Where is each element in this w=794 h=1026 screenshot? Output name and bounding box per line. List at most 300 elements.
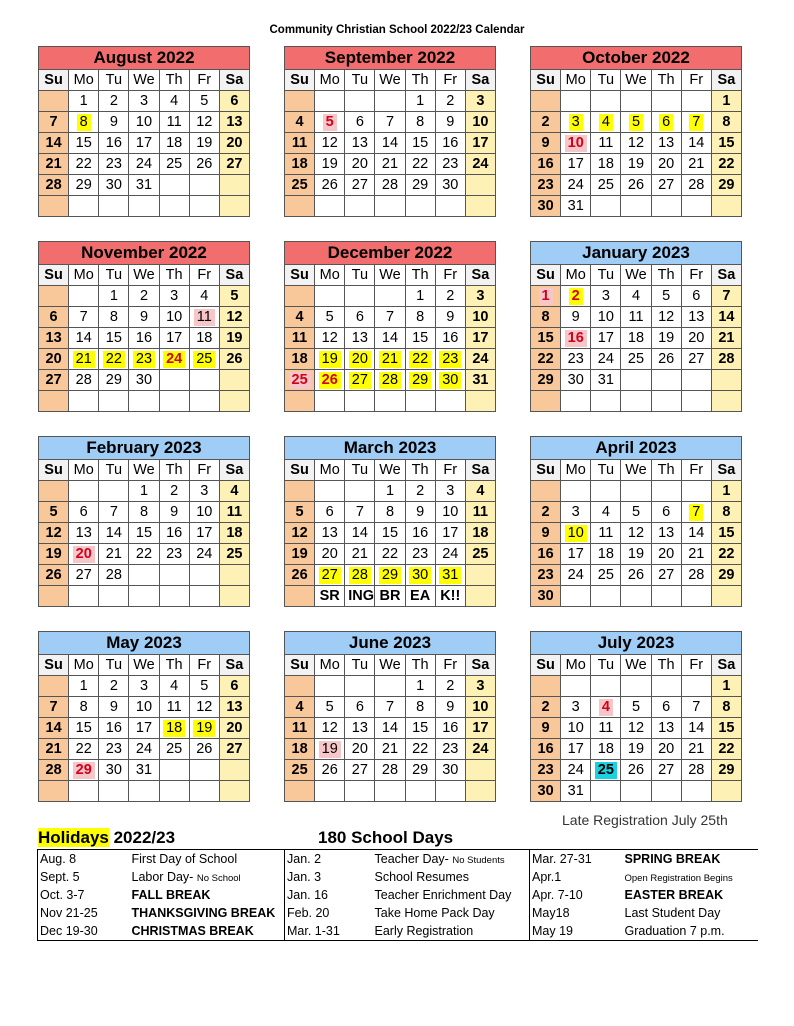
day-number: 6 [662, 699, 671, 715]
day-cell [159, 544, 189, 565]
holiday-event [373, 922, 530, 941]
day-cell [69, 349, 99, 370]
weekday-header: Fr [189, 70, 219, 91]
day-number: 29 [412, 762, 429, 778]
day-number: 23 [537, 177, 554, 193]
day-cell [189, 328, 219, 349]
month-calendar [530, 631, 742, 802]
day-cell [435, 781, 465, 802]
weekday-header: Mo [561, 655, 591, 676]
day-cell [681, 370, 711, 391]
day-cell [99, 91, 129, 112]
day-cell [219, 739, 249, 760]
day-cell [159, 328, 189, 349]
day-number: 5 [200, 93, 209, 109]
day-cell [129, 196, 159, 217]
day-cell [285, 739, 315, 760]
day-number: 10 [442, 504, 459, 520]
day-cell [465, 739, 495, 760]
day-number: 14 [688, 525, 705, 541]
day-number: 8 [722, 114, 731, 130]
weekday-header: Tu [345, 655, 375, 676]
day-cell [651, 370, 681, 391]
day-cell [219, 112, 249, 133]
day-number: 9 [416, 504, 425, 520]
day-number: 11 [628, 309, 644, 325]
day-cell [621, 328, 651, 349]
day-cell [189, 523, 219, 544]
day-number: 16 [166, 525, 183, 541]
weekday-header: Mo [561, 460, 591, 481]
weekday-header: Su [39, 460, 69, 481]
holidays-year: 2022/23 [108, 828, 176, 847]
day-cell [651, 328, 681, 349]
day-cell [39, 760, 69, 781]
day-cell [39, 502, 69, 523]
day-cell [189, 133, 219, 154]
day-number: 24 [567, 762, 584, 778]
day-number: 15 [537, 330, 554, 346]
day-number: 4 [230, 483, 239, 499]
holiday-event-text: FALL BREAK [131, 888, 211, 902]
weekday-header: Mo [561, 70, 591, 91]
day-number: 11 [166, 699, 182, 715]
day-number: 30 [567, 372, 584, 388]
day-number: 24 [472, 741, 489, 757]
day-cell [285, 544, 315, 565]
day-number: 21 [73, 351, 95, 368]
day-cell [621, 523, 651, 544]
day-cell [681, 739, 711, 760]
day-cell [219, 349, 249, 370]
day-cell [651, 718, 681, 739]
day-number: 14 [688, 135, 705, 151]
weekday-header: Th [159, 265, 189, 286]
day-cell [219, 196, 249, 217]
weekday-header: Th [405, 655, 435, 676]
weekday-header: Th [651, 265, 681, 286]
day-number: 19 [193, 720, 215, 737]
day-number: 25 [291, 177, 308, 193]
day-cell [621, 286, 651, 307]
day-cell [651, 544, 681, 565]
day-cell [159, 133, 189, 154]
month-calendar [530, 241, 742, 412]
day-number: 18 [196, 330, 213, 346]
day-number: 20 [658, 546, 675, 562]
day-number: 6 [662, 504, 671, 520]
day-cell [651, 391, 681, 412]
month-calendar [38, 436, 250, 607]
day-number: 9 [139, 309, 149, 325]
day-cell [69, 196, 99, 217]
day-cell [711, 133, 741, 154]
month-title: March 2023 [285, 437, 496, 460]
day-number: 14 [718, 309, 735, 325]
day-cell [621, 760, 651, 781]
day-number: 30 [442, 177, 459, 193]
day-cell [591, 760, 621, 781]
day-number: 2 [541, 504, 550, 520]
day-number: EA [410, 588, 431, 604]
day-cell [345, 523, 375, 544]
day-number: 25 [289, 372, 311, 389]
day-cell [405, 112, 435, 133]
day-cell [375, 112, 405, 133]
day-cell [219, 391, 249, 412]
day-cell [711, 112, 741, 133]
weekday-header: Tu [99, 70, 129, 91]
day-number: 1 [79, 678, 88, 694]
day-number: 22 [718, 546, 735, 562]
month-calendar [38, 241, 250, 412]
day-cell [69, 328, 99, 349]
day-cell [651, 781, 681, 802]
day-number: 9 [541, 720, 550, 736]
day-number: 10 [567, 720, 584, 736]
day-number: 3 [571, 504, 580, 520]
day-cell [621, 718, 651, 739]
day-cell [345, 328, 375, 349]
day-number: 8 [385, 504, 395, 520]
day-number: 26 [45, 567, 62, 583]
day-number: 10 [472, 114, 489, 130]
holiday-row [38, 922, 758, 941]
day-cell [621, 133, 651, 154]
day-cell [375, 196, 405, 217]
day-cell [561, 502, 591, 523]
day-cell [591, 328, 621, 349]
day-cell [621, 91, 651, 112]
weekday-header: Sa [219, 655, 249, 676]
day-cell [591, 718, 621, 739]
day-cell [405, 196, 435, 217]
day-cell [315, 565, 345, 586]
day-number: 12 [627, 720, 645, 736]
day-number: 12 [627, 135, 645, 151]
day-number: 14 [351, 525, 368, 541]
day-cell [435, 391, 465, 412]
day-number: 21 [688, 741, 705, 757]
day-cell [465, 523, 495, 544]
weekday-header: Mo [561, 265, 591, 286]
holiday-date: Nov 21-25 [38, 904, 130, 922]
day-cell [129, 676, 159, 697]
day-number: 19 [291, 546, 308, 562]
day-number: 21 [379, 351, 401, 368]
weekday-header: Fr [435, 655, 465, 676]
day-number: 15 [718, 720, 735, 736]
day-number: 29 [409, 372, 431, 389]
day-cell [189, 739, 219, 760]
day-number: 11 [472, 504, 489, 520]
day-number: 1 [416, 93, 425, 109]
day-cell [531, 154, 561, 175]
day-number: 15 [381, 525, 399, 541]
day-cell [69, 718, 99, 739]
day-cell [561, 481, 591, 502]
day-number: 12 [226, 309, 243, 325]
day-number: 17 [135, 720, 153, 736]
day-number: 16 [565, 330, 587, 347]
day-number: 23 [442, 741, 459, 757]
holiday-event-text: Take Home Pack Day [374, 906, 495, 920]
day-number: 24 [472, 351, 489, 367]
holiday-date: Apr. 7-10 [532, 888, 583, 902]
holiday-date: Jan. 2 [285, 850, 373, 869]
day-cell [711, 781, 741, 802]
day-number: 2 [569, 288, 583, 305]
day-cell [561, 697, 591, 718]
day-cell [561, 586, 591, 607]
holiday-event [623, 886, 758, 904]
day-cell [39, 175, 69, 196]
day-number: 22 [75, 156, 92, 172]
day-number: 19 [627, 741, 645, 757]
day-cell [99, 544, 129, 565]
day-cell [315, 391, 345, 412]
day-cell [285, 781, 315, 802]
day-number: 13 [658, 525, 675, 541]
day-cell [159, 781, 189, 802]
day-cell [99, 370, 129, 391]
weekday-header: Mo [69, 70, 99, 91]
day-number: 11 [291, 720, 308, 736]
day-cell [621, 502, 651, 523]
day-number: 5 [662, 288, 671, 304]
day-cell [285, 676, 315, 697]
day-cell [561, 544, 591, 565]
day-number: 12 [291, 525, 308, 541]
day-cell [465, 718, 495, 739]
day-cell [621, 739, 651, 760]
day-cell [651, 502, 681, 523]
month-calendar [284, 241, 496, 412]
day-cell [681, 781, 711, 802]
day-number: 22 [135, 546, 153, 562]
day-cell [531, 307, 561, 328]
weekday-header: Sa [465, 265, 495, 286]
day-cell [99, 502, 129, 523]
day-cell [405, 697, 435, 718]
day-cell [531, 697, 561, 718]
day-number: 18 [472, 525, 489, 541]
day-cell [375, 91, 405, 112]
day-cell [651, 481, 681, 502]
day-cell [285, 112, 315, 133]
day-number: 16 [442, 135, 459, 151]
day-cell [159, 718, 189, 739]
day-number: 20 [351, 741, 368, 757]
day-cell [375, 544, 405, 565]
day-cell [561, 154, 591, 175]
day-cell [99, 349, 129, 370]
day-number: 27 [349, 372, 371, 389]
day-cell [219, 328, 249, 349]
day-cell [315, 196, 345, 217]
holiday-event [130, 850, 285, 869]
day-cell [39, 391, 69, 412]
day-number: 30 [537, 198, 554, 214]
day-cell [285, 391, 315, 412]
weekday-header: Su [285, 265, 315, 286]
day-cell [159, 481, 189, 502]
day-cell [315, 349, 345, 370]
day-cell [561, 370, 591, 391]
holiday-date: Apr.1 [532, 870, 562, 884]
holiday-event [373, 904, 530, 922]
day-cell [465, 565, 495, 586]
day-number: 3 [139, 678, 149, 694]
day-cell [711, 523, 741, 544]
day-cell [39, 154, 69, 175]
day-cell [405, 544, 435, 565]
day-number: 24 [472, 156, 489, 172]
day-number: 22 [718, 156, 735, 172]
day-cell [651, 91, 681, 112]
day-cell [219, 676, 249, 697]
day-number: 2 [109, 678, 118, 694]
day-cell [129, 586, 159, 607]
day-cell [285, 154, 315, 175]
day-number: 5 [325, 699, 334, 715]
day-cell [315, 133, 345, 154]
day-cell [315, 328, 345, 349]
day-cell [405, 91, 435, 112]
day-number: 6 [230, 93, 239, 109]
day-cell [159, 586, 189, 607]
late-registration-note: Late Registration July 25th [562, 812, 728, 828]
holiday-date: May18 [532, 906, 570, 920]
weekday-header: Mo [69, 265, 99, 286]
day-cell [99, 154, 129, 175]
day-number: 28 [688, 567, 705, 583]
month-calendar [530, 46, 742, 217]
day-number: 13 [45, 330, 62, 346]
day-number: 6 [659, 114, 673, 131]
day-number: 19 [319, 351, 341, 368]
day-number: 20 [45, 351, 62, 367]
day-number: 20 [226, 720, 243, 736]
day-cell [99, 586, 129, 607]
day-number: 9 [109, 699, 118, 715]
day-number: 27 [319, 567, 341, 584]
holiday-event-text: Early Registration [374, 924, 474, 938]
day-cell [465, 307, 495, 328]
day-number: 24 [597, 351, 614, 367]
weekday-header: Fr [435, 70, 465, 91]
day-cell [465, 175, 495, 196]
day-cell [219, 133, 249, 154]
holiday-event [623, 922, 758, 941]
day-number: 8 [109, 309, 118, 325]
day-cell [315, 286, 345, 307]
day-cell [561, 349, 591, 370]
day-cell [621, 349, 651, 370]
day-number: 7 [49, 699, 58, 715]
day-cell [621, 196, 651, 217]
month-title: February 2023 [39, 437, 250, 460]
day-cell [405, 565, 435, 586]
day-cell [621, 154, 651, 175]
day-cell [711, 328, 741, 349]
day-number: 14 [75, 330, 92, 346]
day-number: 4 [476, 483, 485, 499]
holiday-event [373, 886, 530, 904]
weekday-header: Sa [465, 460, 495, 481]
day-number: 14 [688, 720, 705, 736]
day-cell [681, 502, 711, 523]
day-number: 5 [49, 504, 58, 520]
day-cell [99, 307, 129, 328]
day-cell [405, 133, 435, 154]
day-cell [591, 391, 621, 412]
day-number: 24 [135, 741, 153, 757]
day-number: 17 [472, 135, 489, 151]
day-cell [375, 349, 405, 370]
day-cell [405, 307, 435, 328]
weekday-header: Th [405, 265, 435, 286]
school-days-heading: 180 School Days [318, 828, 454, 847]
day-number: 19 [196, 135, 213, 151]
holiday-event-text: Labor Day- [131, 870, 194, 884]
weekday-header: Fr [435, 265, 465, 286]
holiday-event-text: School Resumes [374, 870, 469, 884]
day-cell [711, 286, 741, 307]
day-cell [285, 133, 315, 154]
day-number: 21 [105, 546, 122, 562]
day-number: 11 [166, 114, 182, 130]
day-cell [189, 586, 219, 607]
day-cell [405, 676, 435, 697]
day-number: 23 [537, 762, 554, 778]
day-number: 3 [200, 483, 209, 499]
day-number: 8 [722, 504, 731, 520]
day-cell [375, 175, 405, 196]
day-number: 16 [537, 156, 554, 172]
day-number: 21 [351, 546, 368, 562]
day-cell [405, 175, 435, 196]
day-number: 10 [472, 309, 489, 325]
day-cell [591, 112, 621, 133]
day-number: 17 [196, 525, 213, 541]
day-cell [375, 328, 405, 349]
weekday-header: We [129, 70, 159, 91]
day-number: 25 [597, 177, 614, 193]
month-title: August 2022 [39, 47, 250, 70]
day-number: 17 [472, 330, 489, 346]
day-number: 27 [658, 567, 675, 583]
day-number: 10 [472, 699, 489, 715]
day-cell [435, 154, 465, 175]
day-number: 24 [442, 546, 459, 562]
day-number: 12 [45, 525, 62, 541]
day-cell [621, 481, 651, 502]
day-number: 7 [692, 699, 701, 715]
day-number: 18 [166, 135, 183, 151]
day-cell [375, 760, 405, 781]
day-number: 18 [597, 741, 614, 757]
day-cell [465, 544, 495, 565]
weekday-header: Fr [681, 265, 711, 286]
day-cell [465, 112, 495, 133]
day-number: 22 [412, 741, 429, 757]
day-cell [219, 523, 249, 544]
day-number: 21 [688, 546, 705, 562]
day-cell [681, 286, 711, 307]
day-number: 8 [722, 699, 731, 715]
day-cell [189, 676, 219, 697]
